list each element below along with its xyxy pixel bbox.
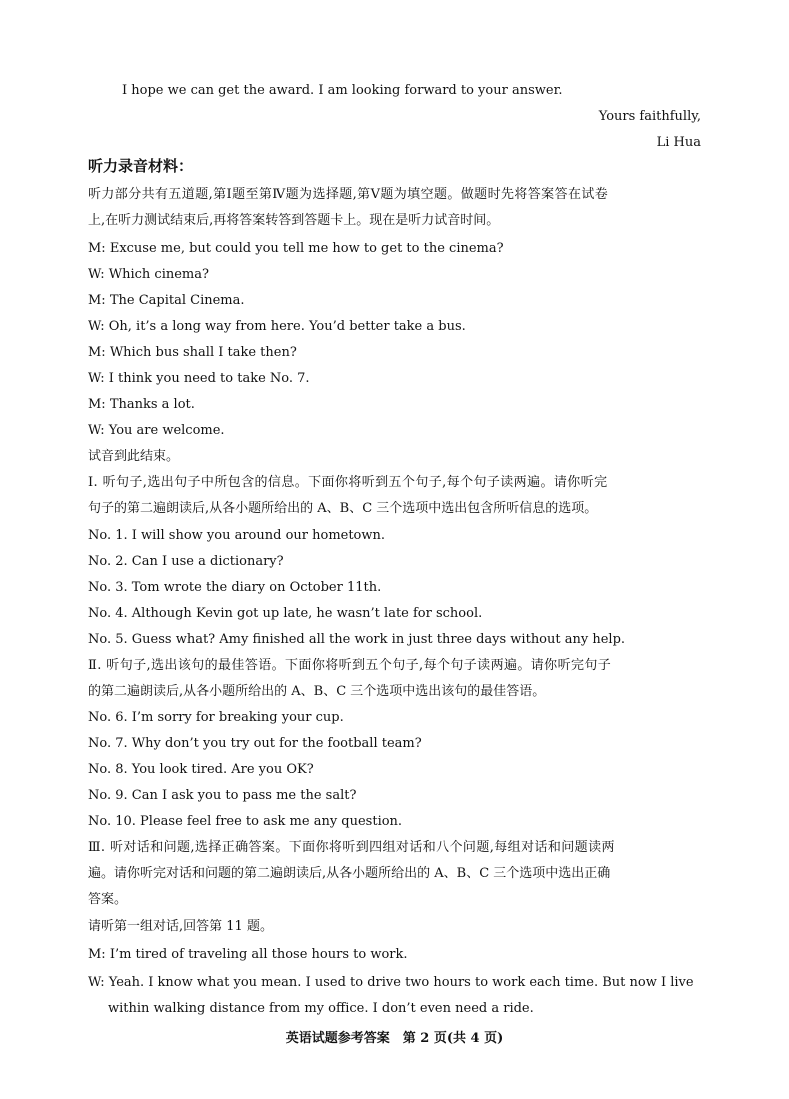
part3-dialogue-line: within walking distance from my office. I don’t even need a ride.: [108, 1001, 534, 1016]
part3-instruction-line-3: 答案。: [88, 892, 128, 907]
trial-dialogue-line: W: You are welcome.: [88, 423, 225, 438]
intro-line-2: 上,在听力测试结束后,再将答案转答到答题卡上。现在是听力试音时间。: [88, 213, 500, 228]
trial-dialogue-line: W: I think you need to take No. 7.: [88, 371, 310, 386]
trial-end: 试音到此结束。: [88, 449, 180, 464]
part1-item: No. 5. Guess what? Amy finished all the work in just three days without any help.: [88, 632, 626, 647]
part2-instruction-line-1: Ⅱ. 听句子,选出该句的最佳答语。下面你将听到五个句子,每个句子读两遍。请你听完句子: [88, 658, 612, 673]
part3-instruction-line-1: Ⅲ. 听对话和问题,选择正确答案。下面你将听到四组对话和八个问题,每组对话和问题读两: [88, 840, 615, 855]
trial-dialogue-line: W: Oh, it’s a long way from here. You’d better take a bus.: [88, 319, 466, 334]
section-title: 听力录音材料：: [88, 157, 194, 175]
letter-sign-off: Yours faithfully,: [598, 109, 701, 124]
letter-signature: Li Hua: [656, 135, 701, 150]
part1-instruction-line-2: 句子的第二遍朗读后,从各小题所给出的 A、B、C 三个选项中选出包含所听信息的选项。: [88, 501, 598, 516]
part2-instruction-line-2: 的第二遍朗读后,从各小题所给出的 A、B、C 三个选项中选出该句的最佳答语。: [88, 684, 546, 699]
page-footer: 英语试题参考答案 第 2 页(共 4 页): [285, 1031, 504, 1046]
intro-line-1: 听力部分共有五道题,第Ⅰ题至第Ⅳ题为选择题,第Ⅴ题为填空题。做题时先将答案答在试卷: [88, 187, 609, 202]
trial-dialogue-line: M: Excuse me, but could you tell me how to get to the cinema?: [88, 241, 504, 256]
part3-instruction-line-2: 遍。请你听完对话和问题的第二遍朗读后,从各小题所给出的 A、B、C 三个选项中选出正确: [88, 866, 611, 881]
part3-dialogue-line: M: I’m tired of traveling all those hours to work.: [88, 947, 408, 962]
trial-dialogue-line: W: Which cinema?: [88, 267, 209, 282]
part2-item: No. 9. Can I ask you to pass me the salt?: [88, 788, 357, 803]
part1-item: No. 2. Can I use a dictionary?: [88, 554, 284, 569]
part1-item: No. 1. I will show you around our hometown.: [88, 528, 386, 543]
part2-item: No. 7. Why don’t you try out for the football team?: [88, 736, 422, 751]
part1-instruction-line-1: Ⅰ. 听句子,选出句子中所包含的信息。下面你将听到五个句子,每个句子读两遍。请你听完: [88, 475, 608, 490]
letter-closing-sentence: I hope we can get the award. I am looking forward to your answer.: [122, 83, 563, 98]
part1-item: No. 4. Although Kevin got up late, he wasn’t late for school.: [88, 606, 483, 621]
part3-dialogue-line: W: Yeah. I know what you mean. I used to drive two hours to work each time. But now I live: [88, 975, 694, 990]
part2-item: No. 10. Please feel free to ask me any question.: [88, 814, 403, 829]
part3-group1-prompt: 请听第一组对话,回答第 11 题。: [88, 919, 273, 934]
trial-dialogue-line: M: Thanks a lot.: [88, 397, 195, 412]
trial-dialogue-line: M: The Capital Cinema.: [88, 293, 245, 308]
part2-item: No. 6. I’m sorry for breaking your cup.: [88, 710, 344, 725]
part2-item: No. 8. You look tired. Are you OK?: [88, 762, 314, 777]
trial-dialogue-line: M: Which bus shall I take then?: [88, 345, 297, 360]
part1-item: No. 3. Tom wrote the diary on October 11th.: [88, 580, 382, 595]
